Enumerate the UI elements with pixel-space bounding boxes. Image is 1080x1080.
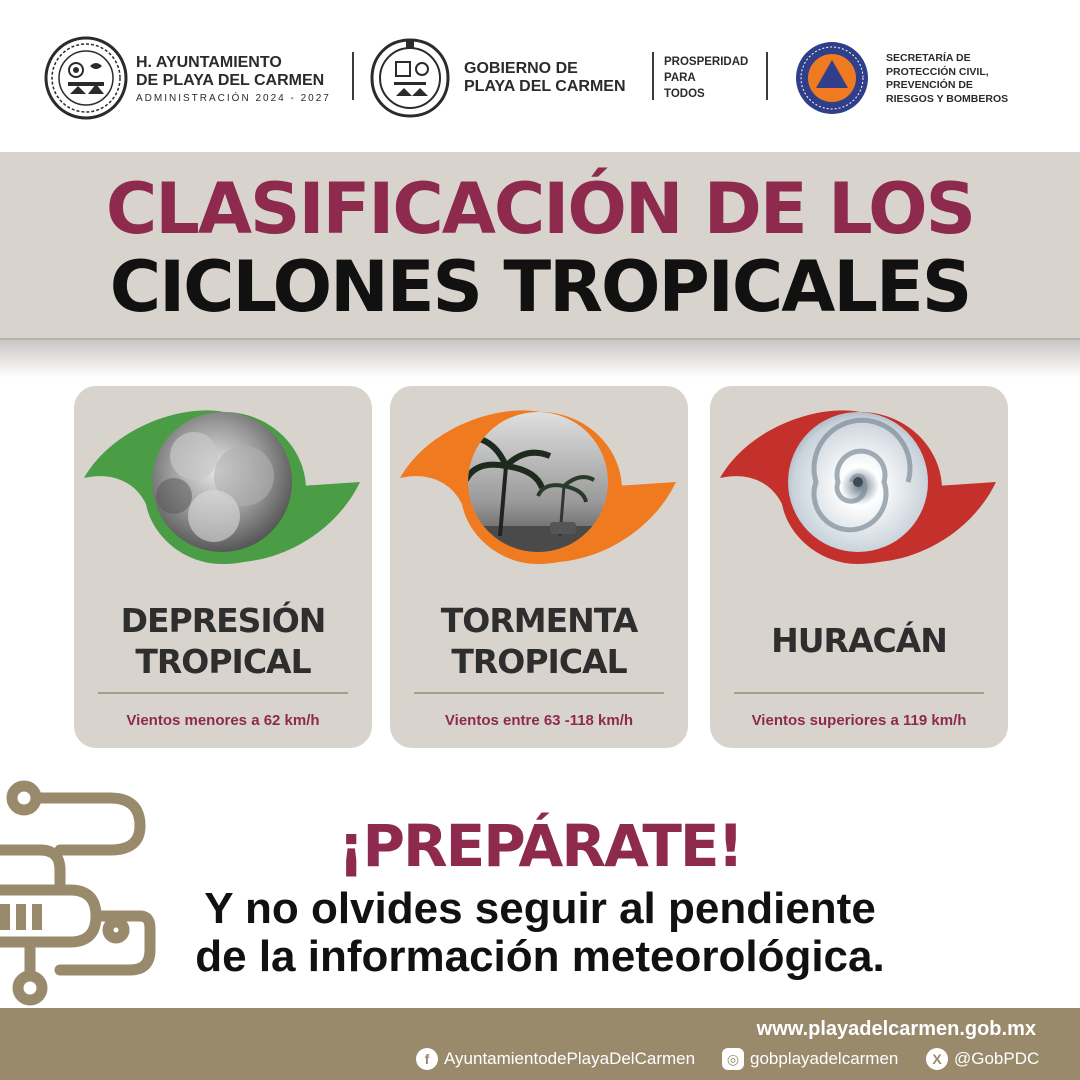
ayuntamiento-line3: ADMINISTRACIÓN 2024 - 2027 — [136, 92, 331, 104]
proteccion-civil-name — [886, 52, 1008, 107]
gobierno-line1: GOBIERNO DE — [464, 60, 578, 77]
cta-headline: ¡PREPÁRATE! — [338, 812, 742, 880]
card-title-line2: TROPICAL — [451, 642, 627, 682]
proteccion-line2: PROTECCIÓN CIVIL, — [886, 65, 989, 78]
header-divider — [766, 52, 768, 100]
slogan-line3: TODOS — [664, 88, 705, 101]
footer — [0, 1008, 1080, 1080]
title-line1: CLASIFICACIÓN DE LOS — [105, 168, 975, 250]
ayuntamiento-name — [136, 54, 331, 104]
proteccion-civil-seal-icon — [794, 40, 870, 116]
card-wind-speed: Vientos entre 63 -118 km/h — [444, 712, 634, 729]
x-handle: @GobPDC — [954, 1049, 1040, 1068]
header — [0, 0, 1080, 150]
cta-message-line2: de la información meteorológica. — [195, 932, 885, 981]
card-divider — [414, 692, 664, 694]
x-link[interactable] — [926, 1048, 1039, 1070]
instagram-handle: gobplayadelcarmen — [750, 1049, 899, 1068]
card-wind-speed: Vientos superiores a 119 km/h — [751, 712, 967, 729]
card-divider — [734, 692, 984, 694]
cyclone-symbol-icon — [74, 386, 372, 586]
ayuntamiento-seal-icon — [44, 36, 128, 120]
card-title — [390, 600, 688, 683]
ayuntamiento-line1: H. AYUNTAMIENTO — [136, 54, 282, 71]
slogan — [664, 54, 748, 102]
website-link[interactable]: www.playadelcarmen.gob.mx — [756, 1018, 1036, 1040]
title-shadow — [0, 338, 1080, 378]
card-title-line1: DEPRESIÓN — [120, 601, 326, 640]
gobierno-line2: PLAYA DEL CARMEN — [464, 77, 626, 95]
header-divider — [352, 52, 354, 100]
proteccion-line4: RIESGOS Y BOMBEROS — [886, 92, 1009, 105]
proteccion-line1: SECRETARÍA DE — [886, 52, 971, 64]
header-divider — [652, 52, 654, 100]
card-wind-speed: Vientos menores a 62 km/h — [126, 712, 320, 729]
cyclone-symbol-icon — [390, 386, 688, 586]
card-huracan — [710, 386, 1008, 748]
facebook-link[interactable] — [416, 1048, 695, 1070]
card-title — [710, 620, 1008, 661]
facebook-icon: f — [416, 1048, 438, 1070]
card-title-line1: HURACÁN — [771, 621, 947, 660]
card-title-line1: TORMENTA — [440, 601, 638, 640]
card-tormenta-tropical — [390, 386, 688, 748]
ayuntamiento-line2: DE PLAYA DEL CARMEN — [136, 71, 325, 89]
facebook-handle: AyuntamientodePlayaDelCarmen — [444, 1049, 696, 1068]
card-divider — [98, 692, 348, 694]
instagram-icon: ◎ — [722, 1048, 744, 1070]
gobierno-name — [464, 60, 626, 96]
gobierno-seal-icon — [368, 36, 452, 120]
cyclone-symbol-icon — [710, 386, 1008, 586]
x-icon: X — [926, 1048, 948, 1070]
card-title — [74, 600, 372, 683]
instagram-link[interactable] — [722, 1048, 898, 1070]
card-title-line2: TROPICAL — [135, 642, 311, 682]
card-depresion-tropical — [74, 386, 372, 748]
proteccion-line3: PREVENCIÓN DE — [886, 79, 973, 92]
slogan-line2: PARA — [664, 72, 696, 85]
slogan-line1: PROSPERIDAD — [664, 56, 749, 68]
title-line2: CICLONES TROPICALES — [109, 246, 971, 328]
cta-message-line1: Y no olvides seguir al pendiente — [204, 884, 876, 933]
